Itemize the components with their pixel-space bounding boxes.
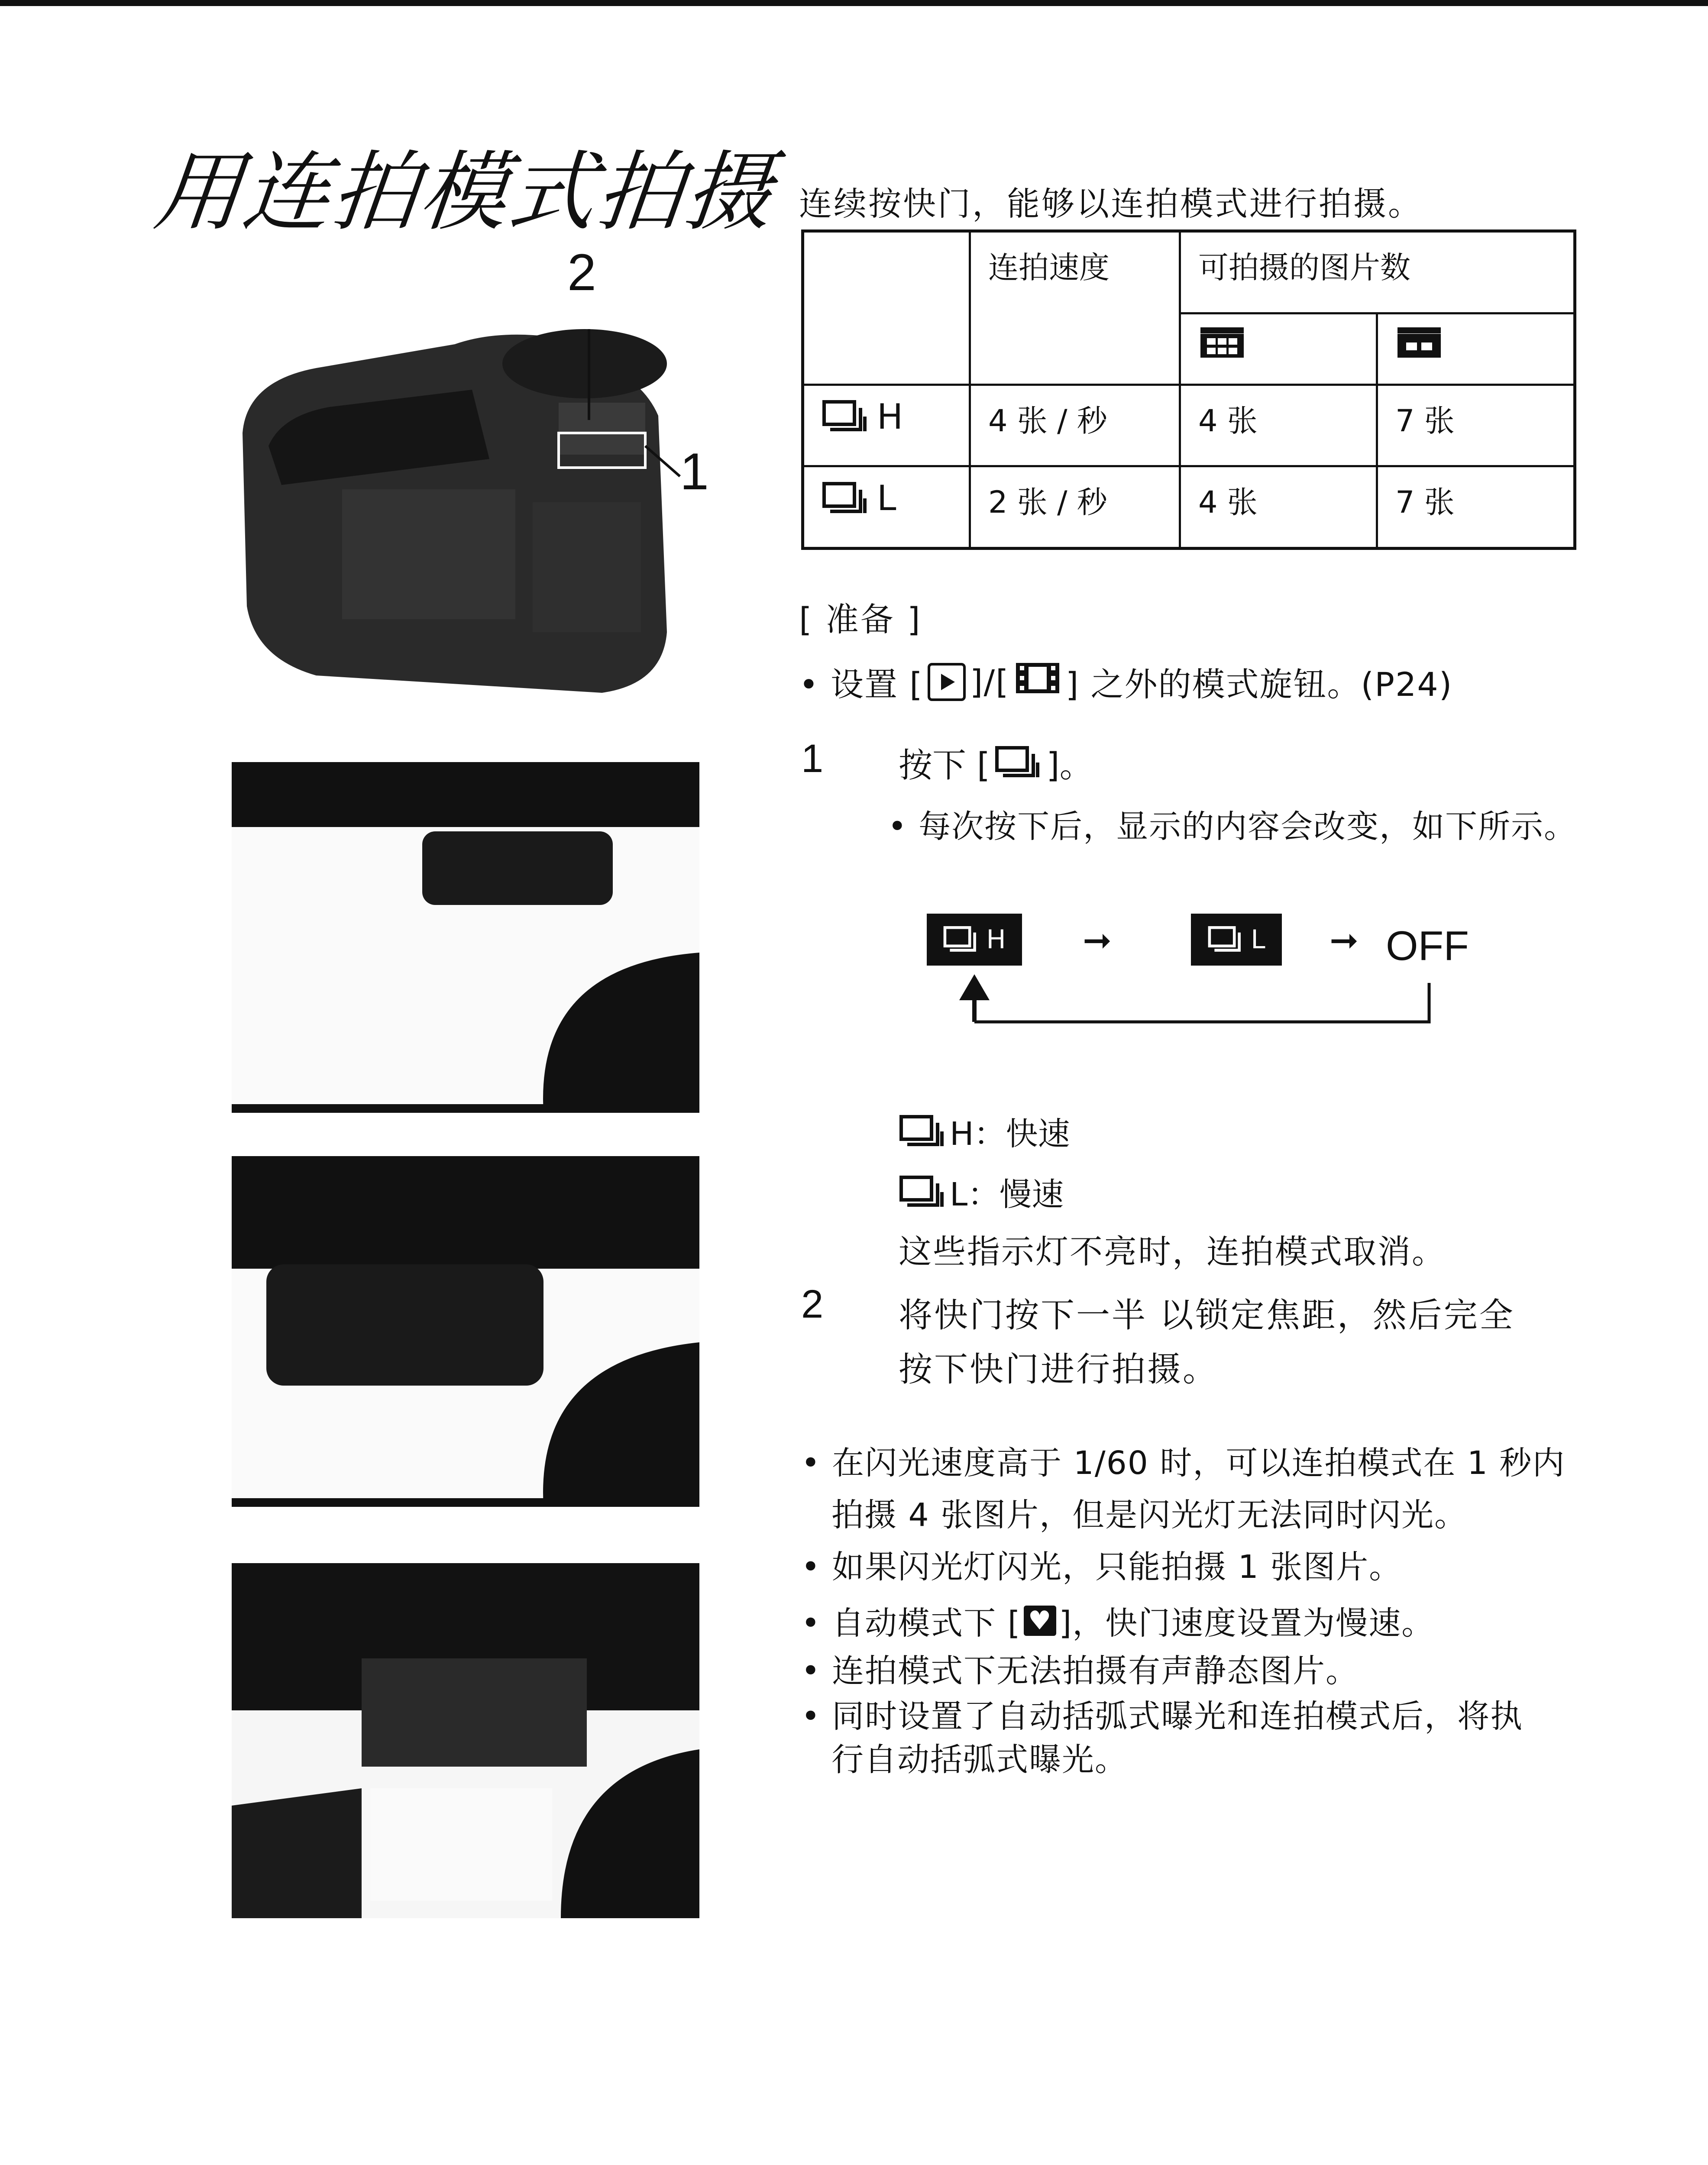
step-1-number: 1 <box>801 737 824 781</box>
legend-l <box>899 1169 1064 1215</box>
step-1-subnote: • 每次按下后，显示的内容会改变，如下所示。 <box>888 808 1577 845</box>
legend-l-text: L：慢速 <box>950 1176 1064 1213</box>
quality-fine-icon <box>1180 313 1377 385</box>
mode-label: H <box>877 396 903 437</box>
table-header-row <box>803 231 1575 313</box>
prep-bullet <box>799 658 1452 705</box>
camera-body-illustration <box>230 303 702 701</box>
display-burst-l <box>1191 914 1282 966</box>
display-burst-h <box>927 914 1022 966</box>
legend-h-text: H：快速 <box>950 1115 1070 1153</box>
legend-note: 这些指示灯不亮时，连拍模式取消。 <box>899 1232 1446 1271</box>
quality-standard-icon <box>1377 313 1575 385</box>
table-row <box>803 385 1575 466</box>
mode-cell-h <box>803 385 970 466</box>
step-2-line-2: 按下快门进行拍摄。 <box>899 1350 1219 1389</box>
arrow-right-icon: ➞ <box>1083 920 1112 960</box>
burst-icon <box>1207 924 1246 955</box>
intro-text: 连续按快门，能够以连拍模式进行拍摄。 <box>799 184 1423 223</box>
header-count: 可拍摄的图片数 <box>1180 231 1575 313</box>
table-row <box>803 466 1575 549</box>
cycle-return-arrow <box>948 966 1446 1035</box>
burst-spec-table <box>801 229 1576 550</box>
note-1-line-2: 拍摄 4 张图片，但是闪光灯无法同时闪光。 <box>831 1496 1468 1534</box>
note-3-prefix: • 自动模式下 [ <box>801 1605 1021 1642</box>
mode-cell-l <box>803 466 970 549</box>
prep-bullet-prefix: • 设置 [ <box>799 665 923 704</box>
step-2-line-1: 将快门按下一半 以锁定焦距，然后完全 <box>899 1296 1515 1335</box>
burst-icon <box>822 399 869 434</box>
page-title: 用连拍模式拍摄 <box>149 142 779 243</box>
playback-icon <box>928 663 966 701</box>
display-h-label: H <box>986 924 1006 955</box>
arrow-right-icon: ➞ <box>1330 920 1359 960</box>
burst-icon <box>899 1114 946 1149</box>
note-5-line-2: 行自动括弧式曝光。 <box>831 1741 1128 1778</box>
note-3-suffix: ]，快门速度设置为慢速。 <box>1059 1605 1435 1642</box>
note-3 <box>801 1598 1434 1644</box>
count-cell: 7 张 <box>1377 385 1575 466</box>
burst-icon <box>994 745 1042 780</box>
prep-bullet-suffix: ] 之外的模式旋钮。(P24) <box>1065 665 1453 704</box>
burst-icon <box>899 1175 946 1209</box>
step-2-number: 2 <box>801 1282 824 1326</box>
heart-icon: ♥ <box>1024 1606 1057 1636</box>
photo-lcd-closeup <box>232 1563 699 1918</box>
photo-button-closeup-2 <box>232 1156 699 1507</box>
step-1-prefix: 按下 [ <box>899 746 990 785</box>
display-off: OFF <box>1386 923 1469 969</box>
step-1-text <box>899 738 1093 787</box>
callout-2: 2 <box>567 243 596 301</box>
display-l-label: L <box>1251 924 1265 955</box>
top-rule <box>0 0 1708 6</box>
header-speed: 连拍速度 <box>970 231 1180 385</box>
mode-label: L <box>877 478 896 519</box>
legend-h <box>899 1108 1070 1154</box>
note-4: • 连拍模式下无法拍摄有声静态图片。 <box>801 1652 1359 1690</box>
speed-cell: 2 张 / 秒 <box>970 466 1180 549</box>
film-icon <box>1014 661 1061 703</box>
camera-photo <box>230 243 709 701</box>
note-2: • 如果闪光灯闪光，只能拍摄 1 张图片。 <box>801 1548 1402 1586</box>
table-corner-cell <box>803 231 970 385</box>
note-1-line-1: • 在闪光速度高于 1/60 时，可以连拍模式在 1 秒内 <box>801 1444 1566 1482</box>
prep-bullet-mid: ]/[ <box>970 662 1009 701</box>
step-1-suffix: ]。 <box>1046 746 1093 785</box>
burst-icon <box>943 924 982 955</box>
count-cell: 4 张 <box>1180 385 1377 466</box>
burst-icon <box>822 481 869 516</box>
callout-1: 1 <box>680 443 709 501</box>
note-5-line-1: • 同时设置了自动括弧式曝光和连拍模式后，将执 <box>801 1698 1524 1735</box>
speed-cell: 4 张 / 秒 <box>970 385 1180 466</box>
prep-heading: [ 准备 ] <box>799 600 922 639</box>
count-cell: 7 张 <box>1377 466 1575 549</box>
count-cell: 4 张 <box>1180 466 1377 549</box>
photo-button-closeup-1 <box>232 762 699 1113</box>
